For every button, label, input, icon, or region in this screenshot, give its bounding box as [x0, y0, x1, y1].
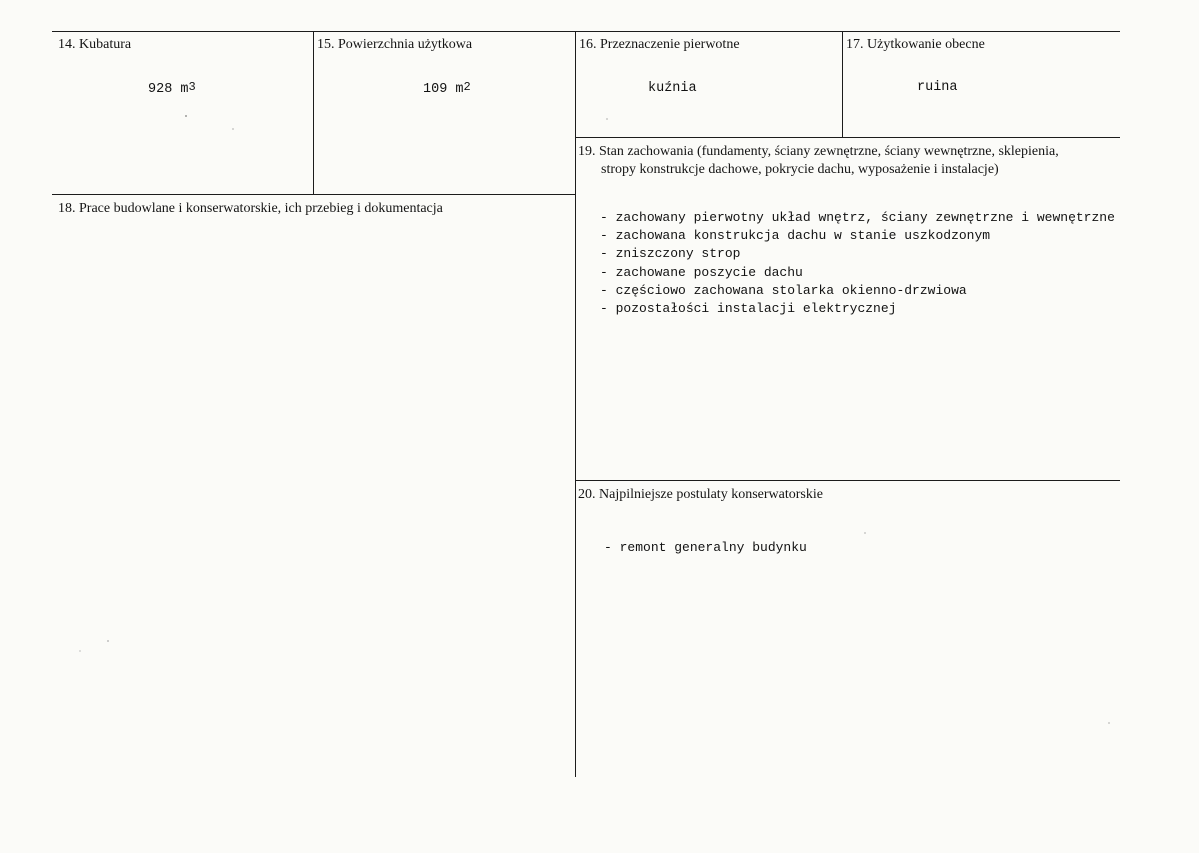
scan-speck	[79, 650, 81, 652]
field-20-list	[604, 539, 807, 557]
field-14-number: 928 m	[148, 82, 189, 97]
list-item: - zachowane poszycie dachu	[600, 264, 1115, 282]
rule-above-20	[575, 480, 1120, 481]
list-item: - pozostałości instalacji elektrycznej	[600, 300, 1115, 318]
form-top-rule	[52, 31, 1120, 32]
scan-speck	[606, 118, 608, 120]
rule-15-16	[575, 31, 576, 777]
scan-speck	[185, 115, 187, 117]
rule-above-19	[575, 137, 1120, 138]
scan-speck	[107, 640, 109, 642]
field-20-label: 20. Najpilniejsze postulaty konserwatorskie	[578, 487, 823, 502]
scan-speck	[864, 532, 866, 534]
list-item: - zachowany pierwotny układ wnętrz, ściany zewnętrzne i wewnętrzne	[600, 209, 1115, 227]
field-19-label-line-1: 19. Stan zachowania (fundamenty, ściany zewnętrzne, ściany wewnętrzne, sklepienia,	[578, 144, 1059, 159]
field-14-value	[148, 80, 196, 99]
field-19-label-line-2: stropy konstrukcje dachowe, pokrycie dachu, wyposażenie i instalacje)	[601, 162, 999, 177]
field-14-label: 14. Kubatura	[58, 37, 132, 52]
field-19-list	[600, 209, 1115, 318]
list-item: - zniszczony strop	[600, 245, 1115, 263]
scan-speck	[1108, 722, 1110, 724]
rule-14-15	[313, 31, 314, 194]
field-15-value	[423, 80, 471, 99]
rule-16-17	[842, 31, 843, 137]
rule-above-18	[52, 194, 575, 195]
field-16-value: kuźnia	[648, 81, 697, 96]
list-item: - remont generalny budynku	[604, 539, 807, 557]
field-18-label: 18. Prace budowlane i konserwatorskie, ich przebieg i dokumentacja	[58, 201, 443, 216]
field-14-exponent: 3	[188, 80, 196, 94]
field-17-label: 17. Użytkowanie obecne	[846, 37, 985, 52]
field-16-label: 16. Przeznaczenie pierwotne	[579, 37, 740, 52]
list-item: - zachowana konstrukcja dachu w stanie uszkodzonym	[600, 227, 1115, 245]
scan-speck	[232, 128, 234, 130]
field-17-value: ruina	[917, 80, 958, 95]
field-15-number: 109 m	[423, 82, 464, 97]
list-item: - częściowo zachowana stolarka okienno-drzwiowa	[600, 282, 1115, 300]
field-15-exponent: 2	[463, 80, 471, 94]
field-15-label: 15. Powierzchnia użytkowa	[317, 37, 473, 52]
